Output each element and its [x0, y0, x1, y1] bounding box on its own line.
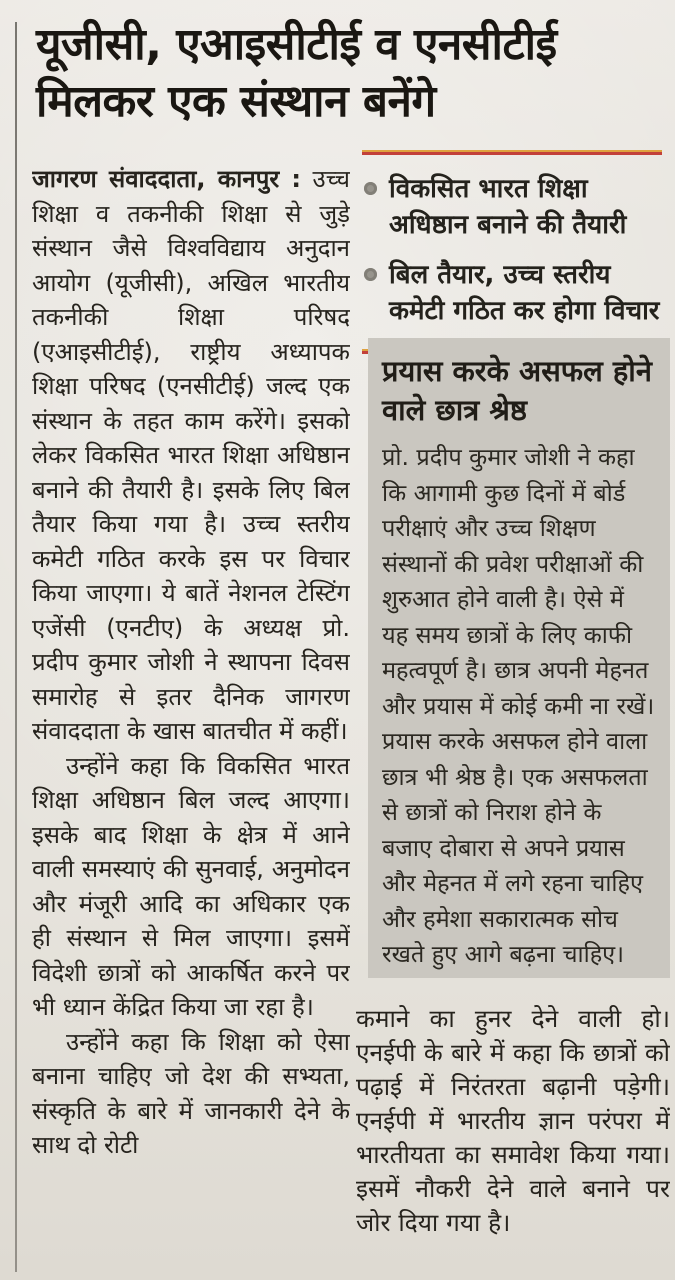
article-headline [36, 16, 616, 130]
body-paragraph-3: उन्होंने कहा कि शिक्षा को ऐसा बनाना चाहिए जो देश की सभ्यता, संस्कृति के बारे में जानकारी देने के साथ दो रोटी [32, 1027, 350, 1159]
body-paragraph-lead [32, 162, 350, 749]
sidebar-box-heading: प्रयास करके असफल होने वाले छात्र श्रेष्ठ [382, 354, 652, 427]
body-paragraph-4: कमाने का हुनर देने वाली हो। एनईपी के बारे में कहा कि छात्रों को पढ़ाई में निरंतरता बढ़ानी पड़ेगी। एनईपी में भारतीय ज्ञान परंपरा में भारतीयता का समावेश किया गया। इसमें नौकरी देने वाले बनाने पर जोर दिया गया है। [356, 1004, 670, 1237]
highlights-list [362, 155, 662, 349]
dateline: जागरण संवाददाता, कानपुर : [32, 165, 302, 193]
column-divider-rule [15, 22, 17, 1272]
highlight-text: विकसित भारत शिक्षा अधिष्ठान बनाने की तैयारी [389, 174, 627, 240]
highlight-item [364, 257, 662, 329]
highlight-item [364, 171, 662, 243]
bullet-dot-icon [364, 182, 377, 195]
right-body-column [356, 1002, 670, 1274]
lead-paragraph-text: उच्च शिक्षा व तकनीकी शिक्षा से जुड़े संस्थान जैसे विश्वविद्याय अनुदान आयोग (यूजीसी), अखिल भारतीय तकनीकी शिक्षा परिषद (एआइसीटीई), राष्ट्रीय अध्यापक शिक्षा परिषद (एनसीटीई) जल्द एक संस्थान के तहत काम करेंगे। इसको लेकर विकसित भारत शिक्षा अधिष्ठान बनाने की तैयारी है। इसके लिए बिल तैयार किया गया है। उच्च स्तरीय कमेटी गठित करके इस पर विचार किया जाएगा। ये बातें नेशनल टेस्टिंग एजेंसी (एनटीए) के अध्यक्ष प्रो. प्रदीप कुमार जोशी ने स्थापना दिवस समारोह से इतर दैनिक जागरण संवाददाता के खास बातचीत में कहीं। [32, 165, 350, 745]
bullet-dot-icon [364, 268, 377, 281]
headline-line-1: यूजीसी, एआइसीटीई व एनसीटीई [36, 19, 557, 70]
sidebar-box-body: प्रो. प्रदीप कुमार जोशी ने कहा कि आगामी कुछ दिनों में बोर्ड परीक्षाएं और उच्च शिक्षण संस्थानों की प्रवेश परीक्षाओं की शुरुआत होने वाली है। ऐसे में यह समय छात्रों के लिए काफी महत्वपूर्ण है। छात्र अपनी मेहनत और प्रयास में कोई कमी ना रखें। प्रयास करके असफल होने वाला छात्र भी श्रेष्ठ है। एक असफलता से छात्रों को निराश होने के बजाए दोबारा से अपने प्रयास और मेहनत में लगे रहना चाहिए और हमेशा सकारात्मक सोच रखते हुए आगे बढ़ना चाहिए। [382, 443, 655, 968]
highlights-box [362, 150, 662, 354]
highlight-text: बिल तैयार, उच्च स्तरीय कमेटी गठित कर होगा विचार [389, 260, 660, 326]
left-body-column [32, 162, 350, 1274]
sidebar-quote-box [368, 338, 670, 978]
headline-line-2: मिलकर एक संस्थान बनेंगे [36, 76, 436, 127]
body-paragraph-2: उन्होंने कहा कि विकसित भारत शिक्षा अधिष्ठान बिल जल्द आएगा। इसके बाद शिक्षा के क्षेत्र में आने वाली समस्याएं की सुनवाई, अनुमोदन और मंजूरी आदि का अधिकार एक ही संस्थान से मिल जाएगा। इसमें विदेशी छात्रों को आकर्षित करने पर भी ध्यान केंद्रित किया जा रहा है। [32, 751, 350, 1021]
